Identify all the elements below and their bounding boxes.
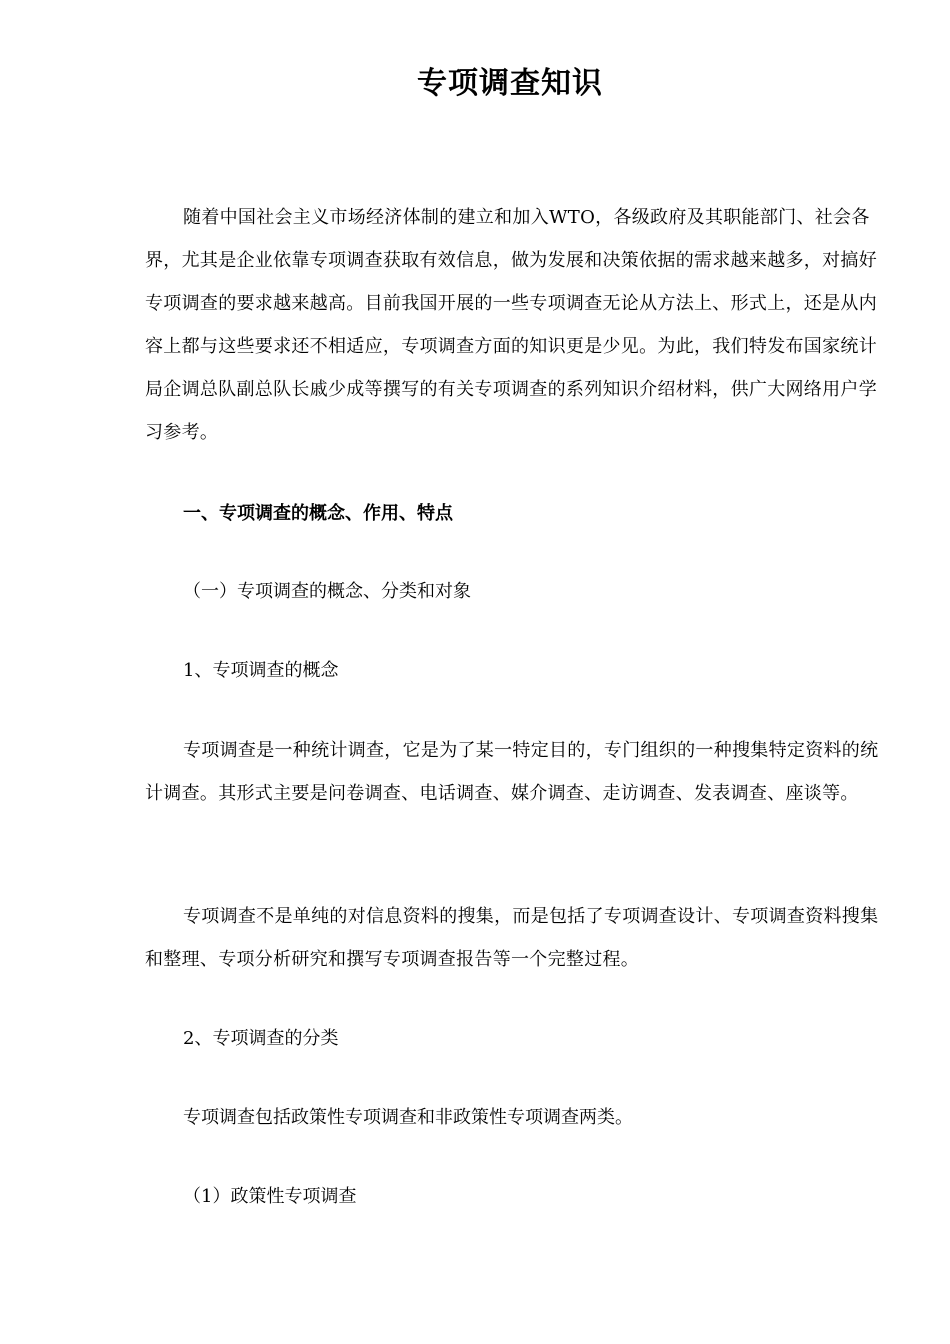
subsection-heading: （一）专项调查的概念、分类和对象 (183, 581, 471, 602)
item-heading-classification: 2、专项调查的分类 (183, 1028, 339, 1049)
classification-paragraph: 专项调查包括政策性专项调查和非政策性专项调查两类。 (183, 1107, 633, 1128)
concept-paragraph-2: 专项调查不是单纯的对信息资料的搜集，而是包括了专项调查设计、专项调查资料搜集和整理、专项分析研究和撰写专项调查报告等一个完整过程。 (145, 906, 879, 970)
intro-paragraph: 随着中国社会主义市场经济体制的建立和加入WTO，各级政府及其职能部门、社会各界，尤其是企业依靠专项调查获取有效信息，做为发展和决策依据的需求越来越多，对搞好专项调查的要求越来越高。目前我国开展的一些专项调查无论从方法上、形式上，还是从内容上都与这些要求还不相适应，专项调查方面的知识更是少见。为此，我们特发布国家统计局企调总队副总队长戚少成等撰写的有关专项调查的系列知识介绍材料，供广大网络用户学习参考。 (145, 207, 877, 443)
concept-paragraph-1: 专项调查是一种统计调查，它是为了某一特定目的，专门组织的一种搜集特定资料的统计调查。其形式主要是问卷调查、电话调查、媒介调查、走访调查、发表调查、座谈等。 (145, 740, 879, 804)
section-heading: 一、专项调查的概念、作用、特点 (183, 503, 453, 524)
sub-item-heading-policy: （1）政策性专项调查 (183, 1186, 357, 1207)
item-heading-concept: 1、专项调查的概念 (183, 660, 339, 681)
document-title: 专项调查知识 (417, 66, 603, 101)
